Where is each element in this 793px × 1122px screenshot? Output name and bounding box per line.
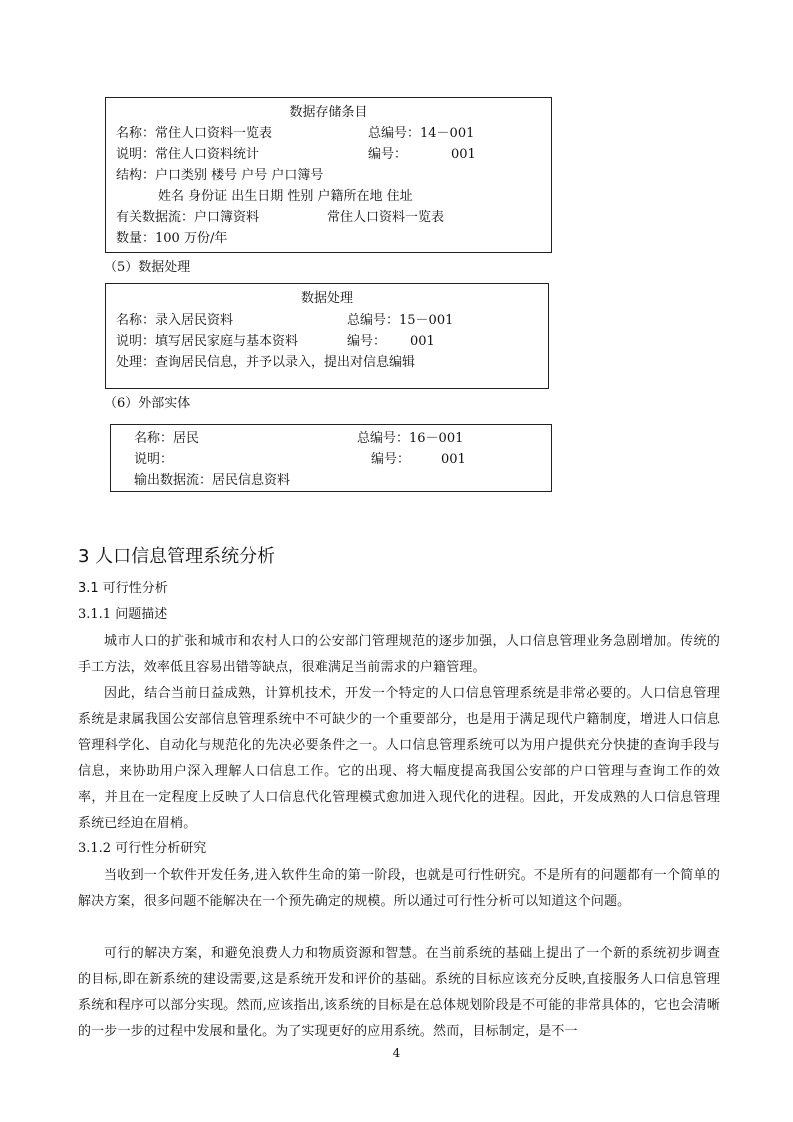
description-field: 说明： — [134, 452, 174, 467]
id-label: 编号： — [371, 452, 411, 467]
chapter-title: 3 人口信息管理系统分析 — [78, 546, 276, 567]
id-label: 编号： — [347, 334, 387, 349]
dataflow-field: 有关数据流：户口簿资料 — [116, 210, 260, 225]
paragraph: 当收到一个软件开发任务,进入软件生命的第一阶段，也就是可行性研究。不是所有的问题都有一个简单的解决方案，很多问题不能解决在一个预先确定的规模。所以通过可行性分析可以知道这个问题。 — [78, 868, 720, 909]
total-id-field: 总编号：16－001 — [357, 431, 464, 446]
process-field: 处理：查询居民信息，并予以录入，提出对信息编辑 — [116, 355, 416, 370]
structure-line-1: 结构：户口类别 楼号 户号 户口簿号 — [116, 168, 324, 183]
paragraph: 因此，结合当前日益成熟，计算机技术，开发一个特定的人口信息管理系统是非常必要的。人口信息管理系统是隶属我国公安部信息管理系统中不可缺少的一个重要部分，也是用于满足现代户籍制度，增进人口信息管理科学化、自动化与规范化的先决必要条件之一。人口信息管理系统可以为用户提供充分快捷的查询手段与信息，来协助用户深入理解人口信息工作。它的出现、将大幅度提高我国公安部的户口管理与查询工作的效率，并且在一定程度上反映了人口信息代化管理模式愈加进入现代化的进程。因此，开发成熟的人口信息管理系统已经迫在眉梢。 — [78, 686, 720, 831]
external-entity-box — [110, 424, 552, 492]
section-5-label: （5）数据处理 — [104, 260, 191, 275]
id-value: 001 — [410, 334, 435, 349]
description-field: 说明：填写居民家庭与基本资料 — [116, 334, 299, 349]
name-field: 名称：居民 — [134, 431, 200, 446]
data-storage-box — [105, 97, 552, 253]
data-processing-box — [105, 283, 549, 389]
box-title: 数据存储条目 — [289, 105, 368, 120]
structure-line-2: 姓名 身份证 出生日期 性别 户籍所在地 住址 — [158, 189, 413, 204]
id-value: 001 — [441, 452, 466, 467]
description-field: 说明：常住人口资料统计 — [116, 147, 260, 162]
total-id-field: 总编号：14－001 — [368, 126, 475, 141]
dataflow-value: 常住人口资料一览表 — [327, 210, 445, 225]
name-field: 名称：录入居民资料 — [116, 313, 234, 328]
quantity-field: 数量：100 万份/年 — [116, 231, 228, 246]
name-field: 名称：常住人口资料一览表 — [116, 126, 273, 141]
total-id-field: 总编号：15－001 — [347, 313, 454, 328]
id-value: 001 — [451, 147, 476, 162]
section-6-label: （6）外部实体 — [104, 396, 191, 411]
id-label: 编号： — [368, 147, 408, 162]
paragraph: 城市人口的扩张和城市和农村人口的公安部门管理规范的逐步加强，人口信息管理业务急剧增加。传统的手工方法，效率低且容易出错等缺点，很难满足当前需求的户籍管理。 — [78, 634, 720, 675]
output-dataflow-field: 输出数据流：居民信息资料 — [134, 473, 291, 488]
section-heading: 3.1 可行性分析 — [78, 581, 168, 596]
paragraph: 可行的解决方案，和避免浪费人力和物质资源和智慧。在当前系统的基础上提出了一个新的系统初步调查的目标,即在新系统的建设需要,这是系统开发和评价的基础。系统的目标应该充分反映,直接服务人口信息管理系统和程序可以部分实现。然而,应该指出,该系统的目标是在总体规划阶段是不可能的非常具体的，它也会清晰的一步一步的过程中发展和量化。为了实现更好的应用系统。然而，目标制定，是不一 — [78, 946, 720, 1039]
box-title: 数据处理 — [300, 291, 353, 306]
page-number: 4 — [392, 1046, 401, 1060]
subsection-heading: 3.1.1 问题描述 — [78, 607, 168, 622]
subsection-heading: 3.1.2 可行性分析研究 — [78, 841, 207, 856]
